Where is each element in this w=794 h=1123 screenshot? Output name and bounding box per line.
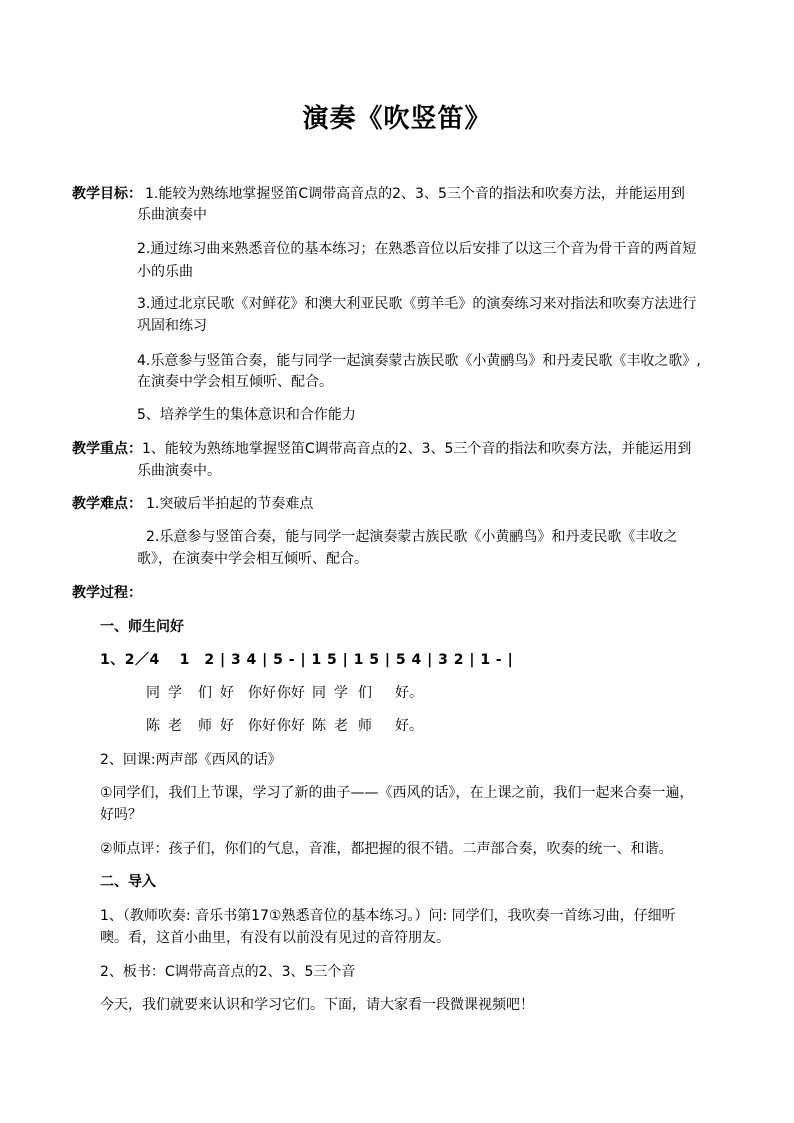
lyric-word: 陈 xyxy=(312,718,326,734)
notation-line: 1、2／4 1 2 | 3 4 | 5 - | 1 5 | 1 5 | 5 4 | 3 2 | 1 - | xyxy=(100,652,514,668)
lyric-word: 好 xyxy=(220,685,234,701)
review-paragraph-2: ②师点评：孩子们，你们的气息，音准，都把握的很不错。二声部合奏，吹奏的统一、和谐。 xyxy=(100,841,673,857)
key-points-line-2: 乐曲演奏中。 xyxy=(137,463,221,479)
document-title: 演奏《吹竖笛》 xyxy=(302,104,492,134)
goal-5: 5、培养学生的集体意识和合作能力 xyxy=(137,407,356,423)
intro-paragraph-1-line-1: 1、（教师吹奏: 音乐书第17①熟悉音位的基本练习。）问: 同学们，我吹奏一首练习曲，仔细听 xyxy=(100,908,676,924)
intro-paragraph-1-line-2: 噢。看，这首小曲里，有没有以前没有见过的音符朋友。 xyxy=(100,930,450,946)
intro-paragraph-3: 今天，我们就要来认识和学习它们。下面，请大家看一段微课视频吧！ xyxy=(100,997,534,1013)
lyric-word: 学 xyxy=(334,685,348,701)
goal-4-line-2: 在演奏中学会相互倾听、配合。 xyxy=(137,374,333,390)
lyric-word: 好。 xyxy=(395,718,423,734)
review-paragraph-1-line-2: 好吗？ xyxy=(100,807,142,823)
lyric-word: 们 xyxy=(358,685,372,701)
goals-label: 教学目标： xyxy=(72,186,142,202)
goal-1-line-1: 1.能较为熟练地掌握竖笛C调带高音点的2、3、5三个音的指法和吹奏方法，并能运用到 xyxy=(145,186,685,202)
goal-3-line-2: 巩固和练习 xyxy=(137,318,207,334)
section-2-heading: 二、导入 xyxy=(100,874,156,890)
lyric-word: 老 xyxy=(168,718,182,734)
goal-4-line-1: 4.乐意参与竖笛合奏，能与同学一起演奏蒙古族民歌《小黄鹂鸟》和丹麦民歌《丰收之歌》, xyxy=(137,353,701,369)
difficulty-1: 1.突破后半拍起的节奏难点 xyxy=(146,496,314,512)
goal-2-line-2: 小的乐曲 xyxy=(137,264,193,280)
goal-1-line-2: 乐曲演奏中 xyxy=(137,207,207,223)
lyric-word: 老 xyxy=(334,718,348,734)
key-points-label: 教学重点： xyxy=(72,441,142,457)
process-label: 教学过程： xyxy=(72,585,142,601)
lyric-word: 们 xyxy=(198,685,212,701)
lyric-word: 师 xyxy=(358,718,372,734)
intro-paragraph-2: 2、板书：C调带高音点的2、3、5三个音 xyxy=(100,964,356,980)
lyric-word: 你好 xyxy=(248,718,276,734)
review-heading: 2、回课:两声部《西风的话》 xyxy=(100,752,282,768)
difficulty-2-line-1: 2.乐意参与竖笛合奏，能与同学一起演奏蒙古族民歌《小黄鹂鸟》和丹麦民歌《丰收之 xyxy=(146,529,678,545)
lyric-word: 陈 xyxy=(146,718,160,734)
lyric-word: 你好 xyxy=(248,685,276,701)
goal-2-line-1: 2.通过练习曲来熟悉音位的基本练习；在熟悉音位以后安排了以这三个音为骨干音的两首短 xyxy=(137,241,697,257)
difficulties-label: 教学难点： xyxy=(72,496,142,512)
lyric-word: 同 xyxy=(312,685,326,701)
lyric-word: 学 xyxy=(168,685,182,701)
section-1-heading: 一、师生问好 xyxy=(100,619,184,635)
lyric-word: 师 xyxy=(198,718,212,734)
lyric-word: 同 xyxy=(146,685,160,701)
goal-3-line-1: 3.通过北京民歌《对鲜花》和澳大利亚民歌《剪羊毛》的演奏练习来对指法和吹奏方法进行 xyxy=(137,296,697,312)
lyric-word: 好 xyxy=(220,718,234,734)
lyric-word: 你好 xyxy=(277,718,305,734)
key-points-line-1: 1、能较为熟练地掌握竖笛C调带高音点的2、3、5三个音的指法和吹奏方法，并能运用到 xyxy=(142,441,692,457)
lyric-word: 你好 xyxy=(277,685,305,701)
difficulty-2-line-2: 歌》，在演奏中学会相互倾听、配合。 xyxy=(137,551,368,567)
review-paragraph-1-line-1: ①同学们，我们上节课，学习了新的曲子——《西风的话》，在上课之前，我们一起来合奏一遍， xyxy=(100,785,694,801)
lyric-word: 好。 xyxy=(395,685,423,701)
